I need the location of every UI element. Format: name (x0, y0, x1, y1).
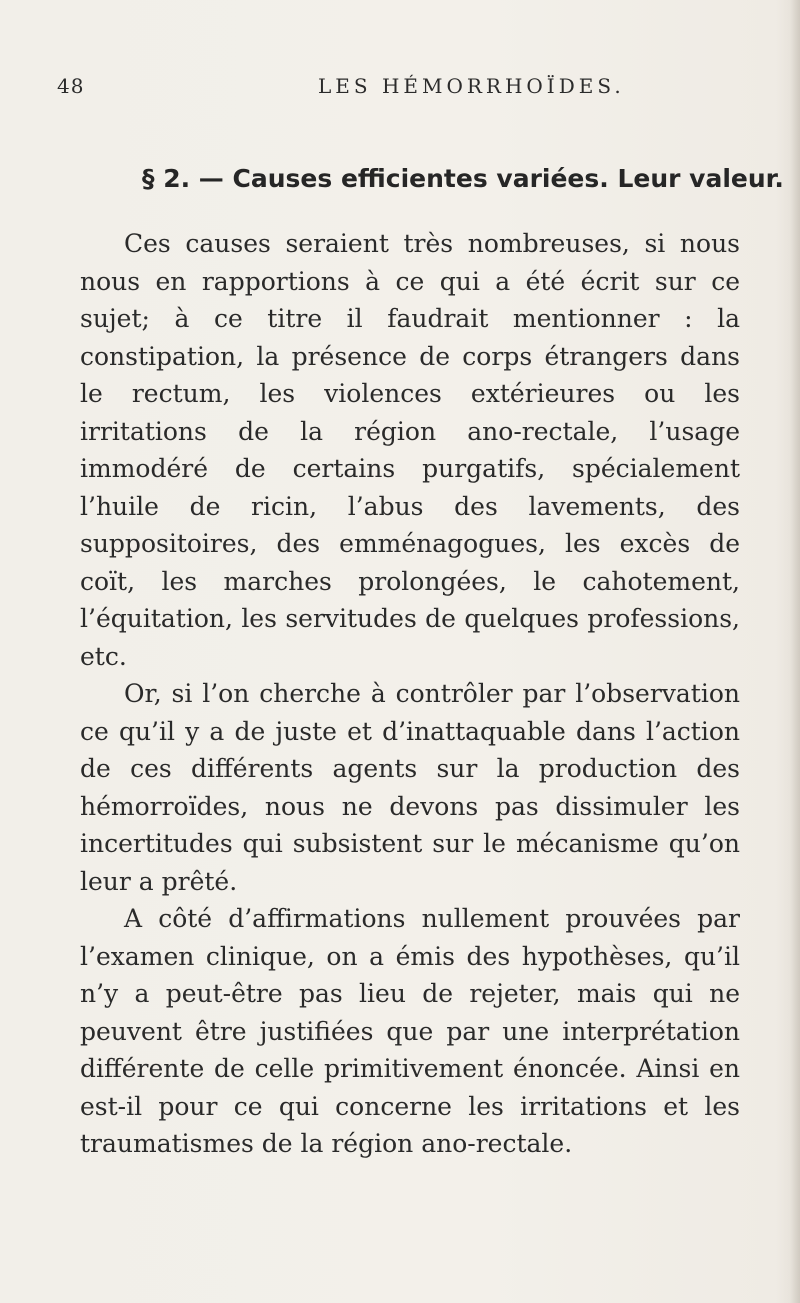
paragraph: Or, si l’on cherche à contrôler par l’observation ce qu’il y a de juste et d’inattaquable dans l’action de ces différents agents sur la production des hémorroïdes, nous ne devons pas dissimuler les incertitudes qui subsistent sur le mécanisme qu’on leur a prêté. (80, 679, 740, 896)
page-edge-shadow (790, 0, 800, 1303)
body-text (80, 225, 740, 1163)
section-heading: § 2. — Causes efficientes variées. Leur valeur. (142, 164, 784, 193)
paragraph: Ces causes seraient très nombreuses, si nous nous en rapportions à ce qui a été écrit sur ce sujet; à ce titre il faudrait mentionner : la constipation, la présence de corps étrangers dans le rectum, les violences extérieures ou les irritations de la région ano-rectale, l’usage immodéré de certains purgatifs, spécialement l’huile de ricin, l’abus des lavements, des suppositoires, des emménagogues, les excès de coït, les marches prolongées, le cahotement, l’équitation, les servitudes de quelques professions, etc. (80, 229, 740, 671)
page-number: 48 (57, 74, 85, 98)
paragraph: A côté d’affirmations nullement prouvées par l’examen clinique, on a émis des hypothèses, qu’il n’y a peut-être pas lieu de rejeter, mais qui ne peuvent être justifiées que par une interprétation différente de celle primitivement énoncée. Ainsi en est-il pour ce qui concerne les irritations et les traumatismes de la région ano-rectale. (80, 904, 740, 1158)
running-title: LES HÉMORRHOÏDES. (318, 74, 625, 98)
page-header (57, 74, 757, 106)
